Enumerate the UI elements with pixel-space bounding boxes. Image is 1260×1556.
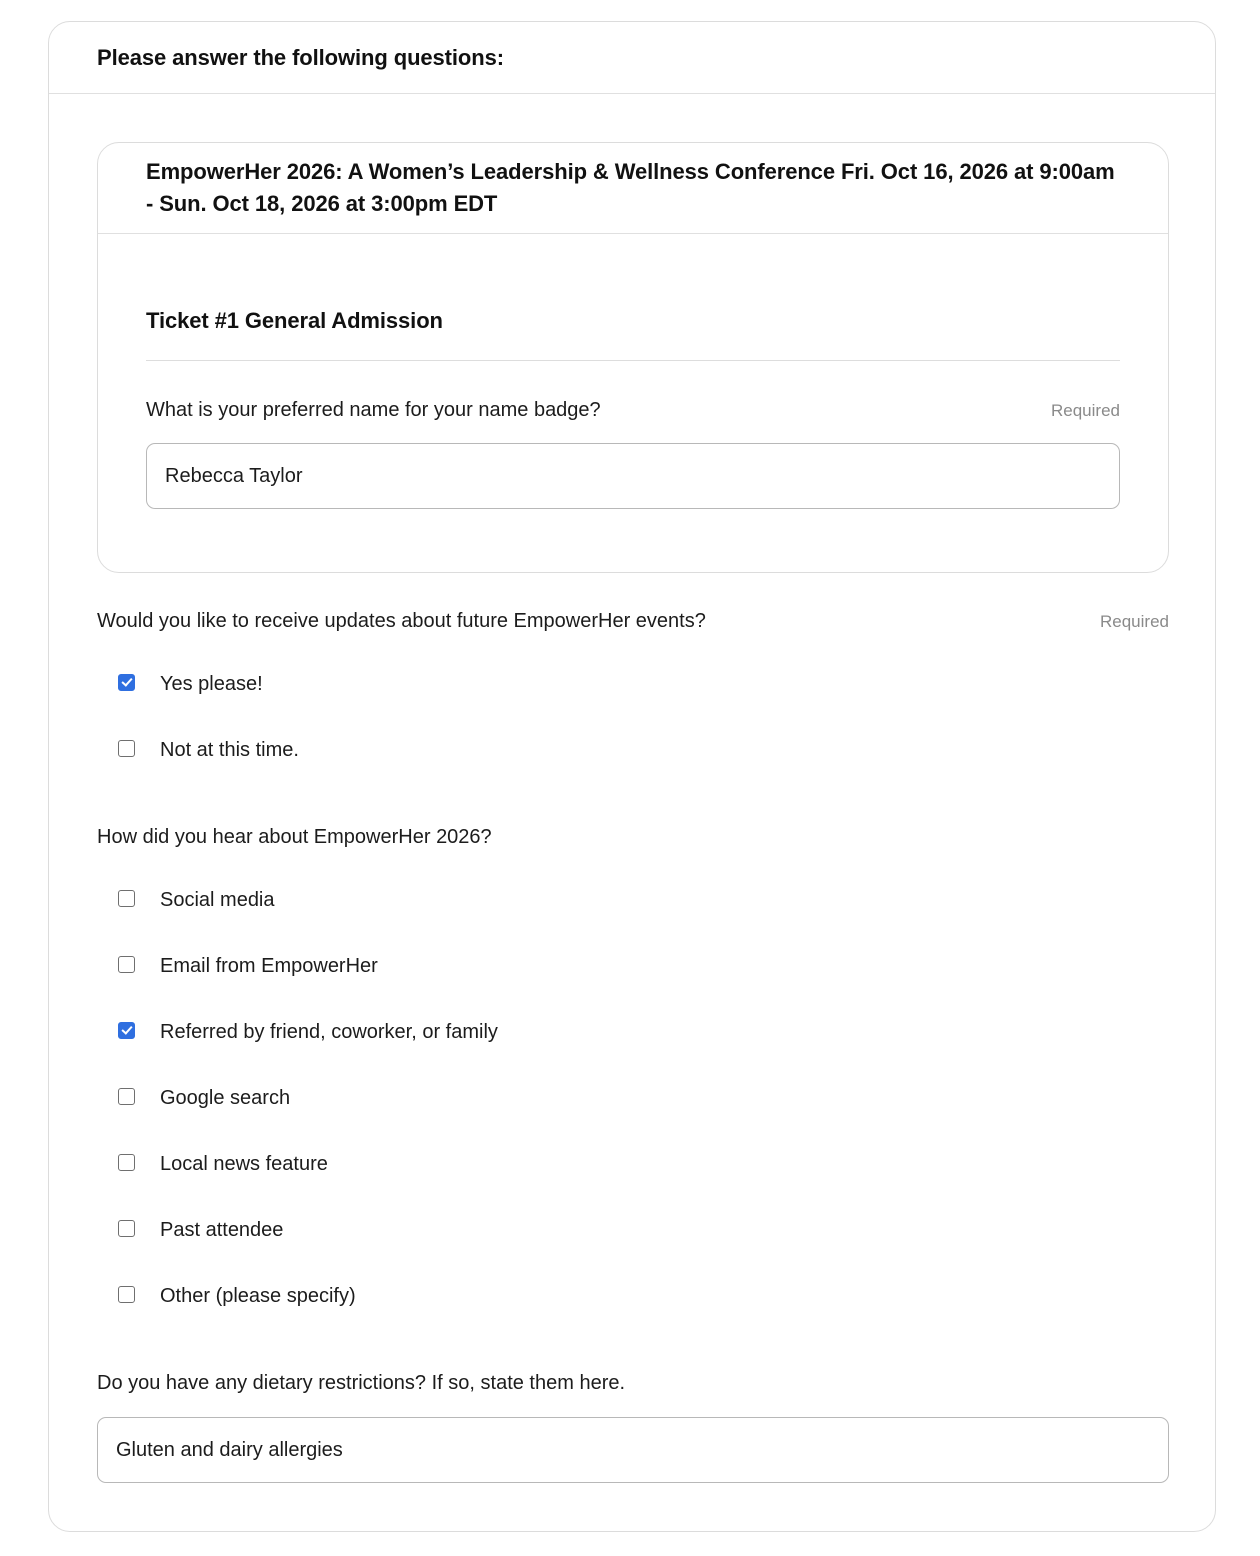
badge-question-label: What is your preferred name for your name badge? [146, 399, 601, 421]
ticket-card-body [98, 308, 1168, 509]
hear-question [97, 826, 1169, 1329]
updates-question-row [97, 610, 1169, 633]
option-label: Email from EmpowerHer [160, 954, 378, 977]
option-label: Social media [160, 888, 275, 911]
checkbox-unchecked[interactable] [118, 890, 135, 907]
updates-options [97, 651, 1169, 783]
badge-question-row [146, 399, 1120, 422]
hear-option-referred[interactable] [97, 999, 1169, 1065]
badge-name-input[interactable] [146, 443, 1120, 509]
updates-question-label: Would you like to receive updates about future EmpowerHer events? [97, 610, 706, 632]
option-label: Other (please specify) [160, 1284, 356, 1307]
checkbox-unchecked[interactable] [118, 1286, 135, 1303]
checkbox-checked[interactable] [118, 674, 135, 691]
checkbox-unchecked[interactable] [118, 1088, 135, 1105]
ticket-card-header [98, 143, 1168, 234]
updates-question [97, 610, 1169, 783]
hear-question-row [97, 826, 1169, 849]
form-heading: Please answer the following questions: [97, 44, 504, 70]
badge-required-label: Required [1051, 401, 1120, 420]
hear-option-email[interactable] [97, 933, 1169, 999]
hear-option-other[interactable] [97, 1263, 1169, 1329]
ticket-card [97, 142, 1169, 573]
checkbox-unchecked[interactable] [118, 1220, 135, 1237]
questions-card [48, 21, 1216, 1532]
checkbox-unchecked[interactable] [118, 956, 135, 973]
updates-option-no[interactable] [97, 717, 1169, 783]
hear-option-social-media[interactable] [97, 867, 1169, 933]
hear-question-label: How did you hear about EmpowerHer 2026? [97, 826, 492, 848]
ticket-name: Ticket #1 General Admission [146, 308, 1120, 361]
option-label: Past attendee [160, 1218, 284, 1241]
dietary-question [97, 1372, 1169, 1483]
badge-name-value: Rebecca Taylor [165, 464, 303, 487]
hear-option-google[interactable] [97, 1065, 1169, 1131]
dietary-value: Gluten and dairy allergies [116, 1438, 343, 1461]
hear-option-local-news[interactable] [97, 1131, 1169, 1197]
dietary-question-row [97, 1372, 1169, 1395]
checkbox-unchecked[interactable] [118, 1154, 135, 1171]
dietary-question-label: Do you have any dietary restrictions? If so, state them here. [97, 1372, 626, 1394]
hear-option-past-attendee[interactable] [97, 1197, 1169, 1263]
option-label: Not at this time. [160, 738, 299, 761]
event-title: EmpowerHer 2026: A Women’s Leadership & Wellness Conference Fri. Oct 16, 2026 at 9:00am - Sun. Oct 18, 2026 at 3:00pm EDT [146, 159, 1115, 216]
option-label: Referred by friend, coworker, or family [160, 1020, 498, 1043]
dietary-input[interactable] [97, 1417, 1169, 1483]
updates-required-label: Required [1100, 612, 1169, 631]
updates-option-yes[interactable] [97, 651, 1169, 717]
questions-card-header [49, 22, 1215, 94]
checkbox-unchecked[interactable] [118, 740, 135, 757]
hear-options [97, 867, 1169, 1329]
option-label: Yes please! [160, 672, 263, 695]
option-label: Google search [160, 1086, 291, 1109]
checkbox-checked[interactable] [118, 1022, 135, 1039]
option-label: Local news feature [160, 1152, 328, 1175]
